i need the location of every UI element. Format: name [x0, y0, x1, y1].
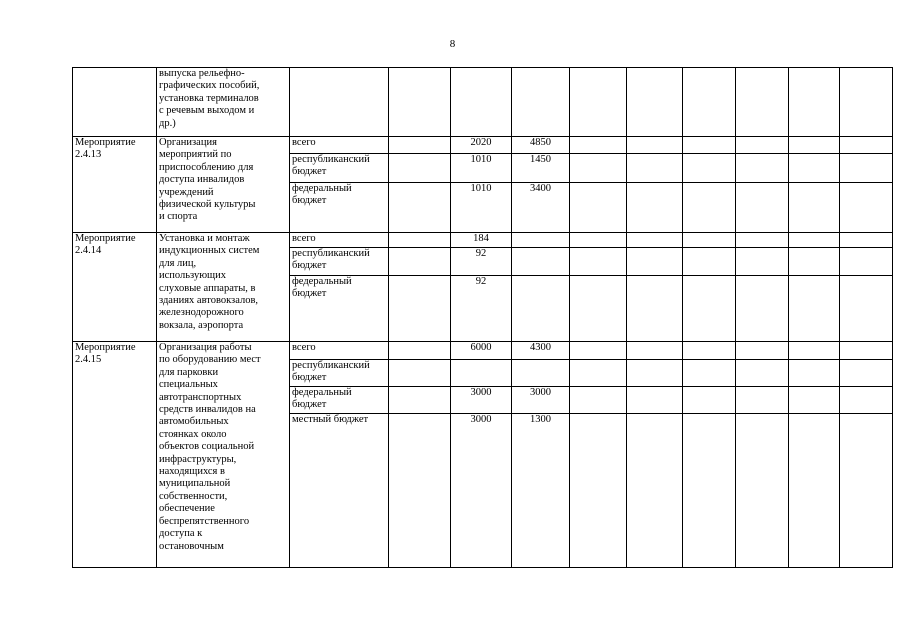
budget-table [72, 67, 893, 568]
funding-source: местный бюджет [290, 414, 389, 568]
funding-source: всего [290, 137, 389, 154]
measure-code: Мероприятие 2.4.14 [73, 233, 157, 342]
measure-code-cell [73, 68, 157, 137]
funding-source: республиканский бюджет [290, 360, 389, 387]
measure-description: Организация мероприятий по приспособлению для доступа инвалидов учреждений физической культуры и спорта [157, 137, 290, 233]
funding-source: республиканский бюджет [290, 154, 389, 183]
table-row [73, 68, 893, 137]
value-cell: 1010 [451, 154, 512, 183]
funding-source: федеральный бюджет [290, 387, 389, 414]
value-cell: 6000 [451, 342, 512, 360]
value-cell: 4850 [512, 137, 570, 154]
value-cell: 3400 [512, 183, 570, 233]
value-cell: 3000 [451, 387, 512, 414]
value-cell [451, 360, 512, 387]
measure-description: выпуска рельефно- графических пособий, установка терминалов с речевым выходом и др.) [157, 68, 290, 137]
table-row [73, 137, 893, 154]
value-cell: 1450 [512, 154, 570, 183]
value-cell [512, 233, 570, 248]
funding-source: всего [290, 233, 389, 248]
value-cell [512, 248, 570, 276]
value-cell: 92 [451, 276, 512, 342]
table-row [73, 342, 893, 360]
table-row [73, 233, 893, 248]
funding-source: всего [290, 342, 389, 360]
value-cell: 3000 [512, 387, 570, 414]
measure-code: Мероприятие 2.4.15 [73, 342, 157, 568]
value-cell: 3000 [451, 414, 512, 568]
funding-source: республиканский бюджет [290, 248, 389, 276]
value-cell: 2020 [451, 137, 512, 154]
value-cell: 1300 [512, 414, 570, 568]
funding-source: федеральный бюджет [290, 276, 389, 342]
measure-description: Установка и монтаж индукционных систем для лиц, использующих слуховые аппараты, в зданиях автовокзалов, железнодорожного вокзала, аэропорта [157, 233, 290, 342]
measure-code: Мероприятие 2.4.13 [73, 137, 157, 233]
value-cell: 92 [451, 248, 512, 276]
page-number: 8 [449, 38, 456, 50]
value-cell [512, 360, 570, 387]
value-cell: 184 [451, 233, 512, 248]
funding-source: федеральный бюджет [290, 183, 389, 233]
value-cell: 4300 [512, 342, 570, 360]
value-cell [512, 276, 570, 342]
value-cell: 1010 [451, 183, 512, 233]
measure-description: Организация работы по оборудованию мест для парковки специальных автотранспортных средств инвалидов на автомобильных стоянках около объектов социальной инфраструктуры, находящихся в муниципальной собственности, обеспечение беспрепятственного доступа к остановочным [157, 342, 290, 568]
